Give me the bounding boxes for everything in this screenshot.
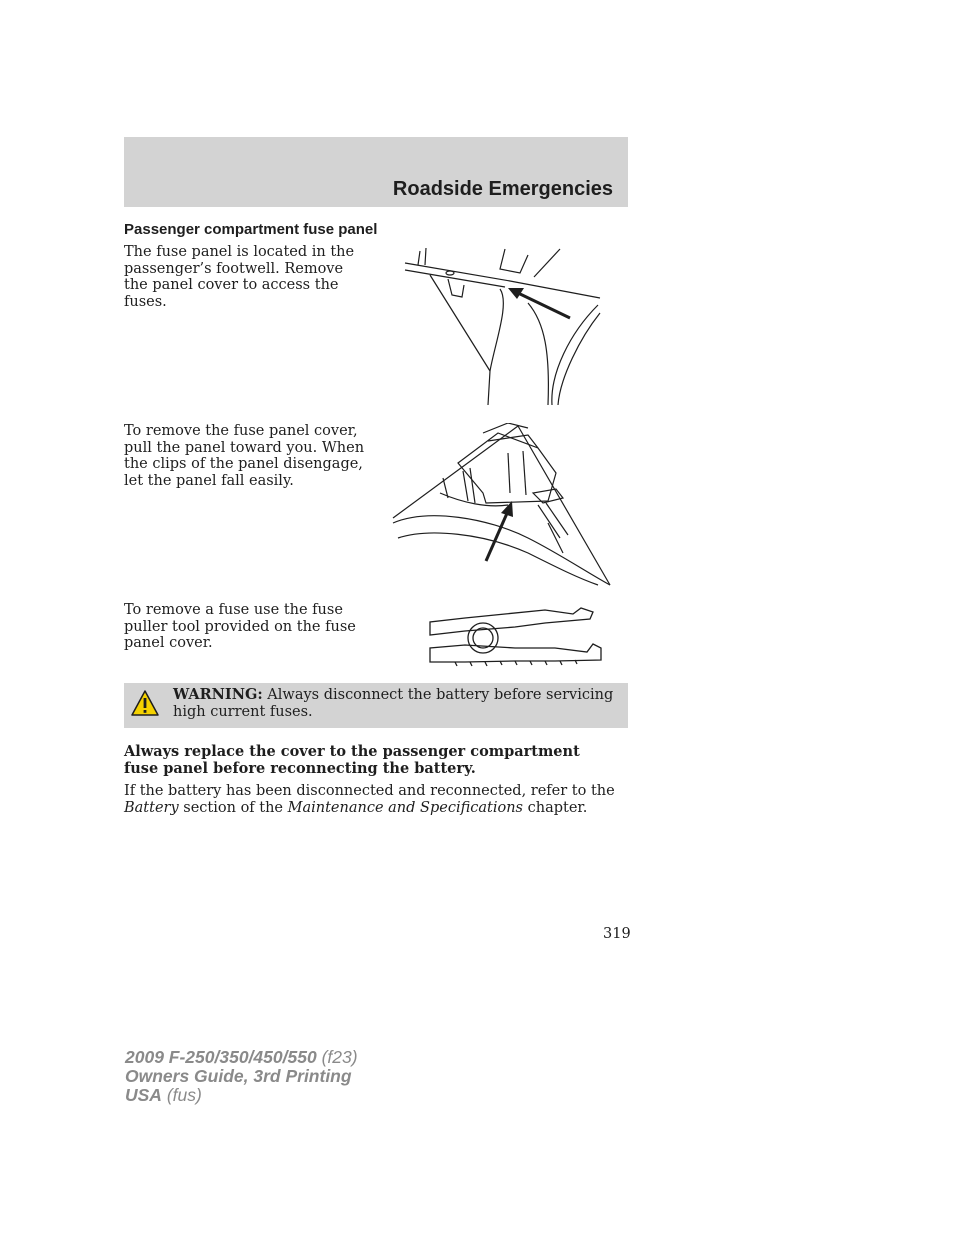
footwell-fuse-panel-illustration [400,243,605,408]
pointer-arrow-icon [508,288,570,318]
footer-line-region [125,1086,358,1105]
paragraph-fuse-puller: To remove a fuse use the fuse puller tool provided on the fuse panel cover. [124,602,356,651]
fuse-panel-cover-removal-illustration [388,423,613,588]
paragraph-fuse-location: The fuse panel is located in the passenger’s footwell. Remove the panel cover to access the fuses. [124,244,355,310]
reference-text: If the battery has been disconnected and reconnected, refer to the [124,783,615,799]
chapter-reference: Maintenance and Specifications [287,800,523,816]
warning-box [124,683,628,728]
header-band [124,137,628,207]
reference-text: section of the [178,800,288,816]
footer-line-model [125,1048,358,1067]
footer-region-code: (fus) [161,1085,202,1105]
paragraph-remove-cover: To remove the fuse panel cover, pull the panel toward you. When the clips of the panel disengage, let the panel fall easily. [124,423,365,489]
footer-line-edition: Owners Guide, 3rd Printing [125,1066,352,1086]
replace-cover-note: Always replace the cover to the passenger compartment fuse panel before reconnecting the battery. [124,743,580,777]
warning-message: Always disconnect the battery before servicing high current fuses. [173,687,614,720]
pointer-arrow-icon [486,501,513,561]
page-title: Roadside Emergencies [392,178,613,200]
footer-region: USA [125,1085,162,1105]
fuse-puller-tool-illustration [425,600,605,670]
battery-section-reference: Battery [124,800,179,816]
footer-model: 2009 F-250/350/450/550 [125,1047,317,1067]
page-number: 319 [603,926,631,942]
warning-text [173,687,621,720]
footer-code: (f23) [316,1047,358,1067]
document-footer [125,1048,358,1105]
warning-label: WARNING: [173,686,263,703]
reference-text: chapter. [523,800,588,816]
battery-reference [124,783,624,817]
section-title: Passenger compartment fuse panel [124,221,378,238]
warning-triangle-icon [130,689,160,717]
